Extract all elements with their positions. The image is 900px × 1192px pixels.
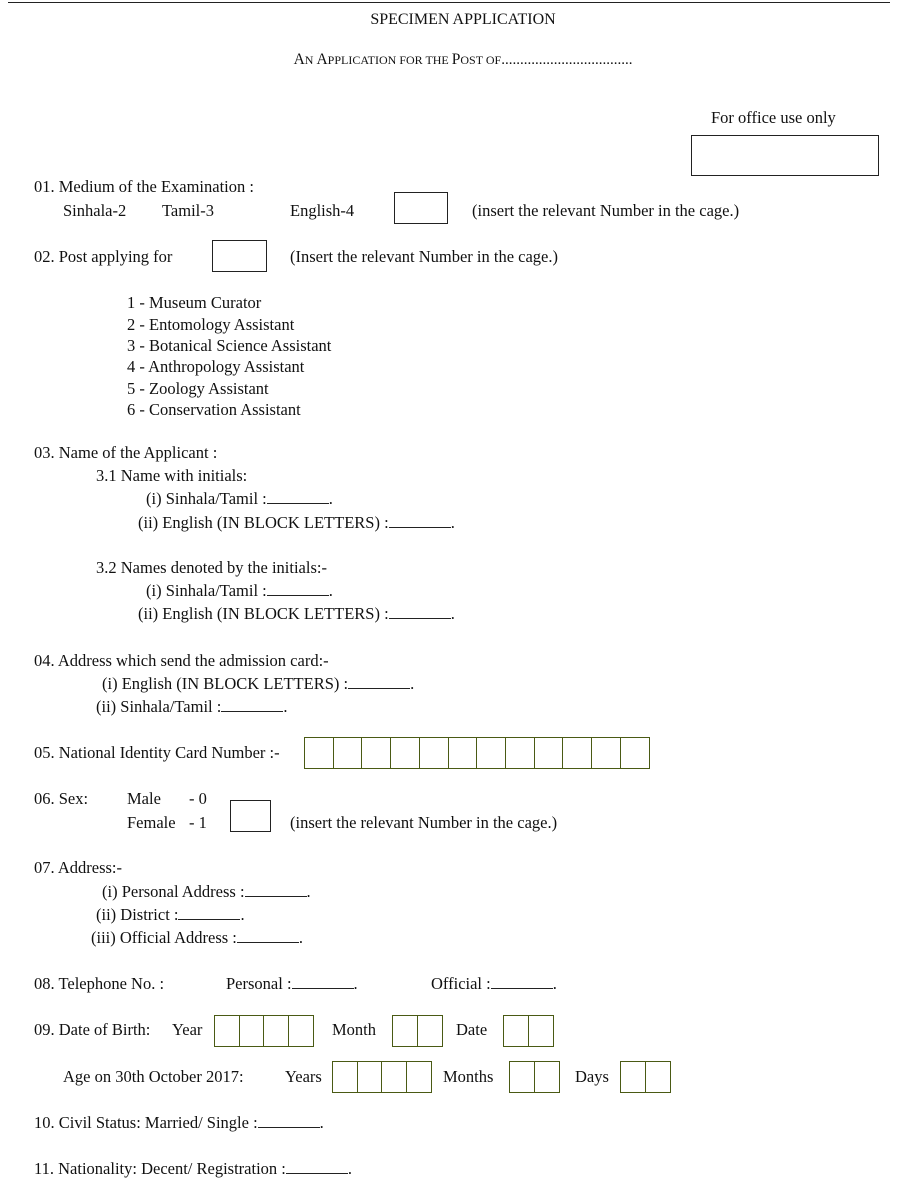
post-option: 2 - Entomology Assistant [127,315,295,334]
q06-note: (insert the relevant Number in the cage.) [290,813,558,832]
post-option: 4 - Anthropology Assistant [127,357,305,376]
q07-ii: (ii) District : . [96,905,245,924]
fill-line[interactable] [389,519,451,528]
age-days-label: Days [575,1067,609,1086]
nic-number-grid[interactable] [304,737,650,769]
nic-digit-cell[interactable] [505,737,535,769]
dob-date-label: Date [456,1020,488,1039]
age-years-cell[interactable] [357,1061,383,1093]
q09-label: 09. Date of Birth: [34,1020,151,1039]
post-option: 6 - Conservation Assistant [127,400,301,419]
q07-iii: (iii) Official Address : . [91,928,303,947]
nic-digit-cell[interactable] [304,737,334,769]
dob-year-cell[interactable] [263,1015,289,1047]
fill-line[interactable] [258,1119,320,1128]
dob-month-grid[interactable] [392,1015,443,1047]
fill-line[interactable] [178,911,240,920]
q07-i: (i) Personal Address : . [102,882,311,901]
q10-civil-status: 10. Civil Status: Married/ Single : . [34,1113,324,1132]
nic-digit-cell[interactable] [620,737,650,769]
age-months-grid[interactable] [509,1061,560,1093]
sex-cage-input[interactable] [230,800,271,832]
fill-line[interactable] [221,703,283,712]
q01-label: 01. Medium of the Examination : [34,177,254,196]
q07-label: 07. Address:- [34,858,122,877]
age-days-cell[interactable] [620,1061,646,1093]
nic-digit-cell[interactable] [361,737,391,769]
post-option: 5 - Zoology Assistant [127,379,269,398]
q02-note: (Insert the relevant Number in the cage.) [290,247,559,266]
q02-label: 02. Post applying for [34,247,173,266]
nic-digit-cell[interactable] [476,737,506,769]
q11-nationality: 11. Nationality: Decent/ Registration : . [34,1159,352,1178]
age-years-cell[interactable] [332,1061,358,1093]
dob-year-cell[interactable] [288,1015,314,1047]
q01-option-sinhala: Sinhala-2 [63,201,127,220]
sex-female-label: Female [127,813,176,832]
dob-year-grid[interactable] [214,1015,314,1047]
age-years-cell[interactable] [381,1061,407,1093]
q03-label: 03. Name of the Applicant : [34,443,218,462]
office-use-box [691,135,879,176]
nic-digit-cell[interactable] [534,737,564,769]
nic-digit-cell[interactable] [333,737,363,769]
sex-male-label: Male [127,789,161,808]
telephone-personal: Personal : . [226,974,358,993]
q01-note: (insert the relevant Number in the cage.) [472,201,740,220]
sex-female-code: - 1 [189,813,207,832]
office-use-label: For office use only [711,108,836,127]
q08-label: 08. Telephone No. : [34,974,165,993]
fill-line[interactable] [267,495,329,504]
q01-cage-input[interactable] [394,192,448,224]
nic-digit-cell[interactable] [562,737,592,769]
dob-month-cell[interactable] [417,1015,443,1047]
q02-cage-input[interactable] [212,240,267,272]
q03-2-i: (i) Sinhala/Tamil : . [146,581,333,600]
fill-line[interactable] [237,934,299,943]
q03-1-i: (i) Sinhala/Tamil : . [146,489,333,508]
nic-digit-cell[interactable] [419,737,449,769]
fill-line[interactable] [245,888,307,897]
age-years-grid[interactable] [332,1061,432,1093]
age-months-cell[interactable] [534,1061,560,1093]
fill-line[interactable] [491,980,553,989]
sex-male-code: - 0 [189,789,207,808]
q01-option-english: English-4 [290,201,355,220]
form-subtitle: AN APPLICATION FOR THE POST OF................................... [293,51,633,68]
dob-month-cell[interactable] [392,1015,418,1047]
q06-label: 06. Sex: [34,789,89,808]
dob-date-grid[interactable] [503,1015,554,1047]
age-days-grid[interactable] [620,1061,671,1093]
dob-date-cell[interactable] [528,1015,554,1047]
age-days-cell[interactable] [645,1061,671,1093]
fill-line[interactable] [292,980,354,989]
dob-year-cell[interactable] [239,1015,265,1047]
age-years-cell[interactable] [406,1061,432,1093]
age-months-label: Months [443,1067,494,1086]
post-option: 1 - Museum Curator [127,293,262,312]
nic-digit-cell[interactable] [591,737,621,769]
dob-year-cell[interactable] [214,1015,240,1047]
form-title: SPECIMEN APPLICATION [370,11,556,28]
q04-ii: (ii) Sinhala/Tamil : . [96,697,288,716]
telephone-official: Official : . [431,974,557,993]
fill-line[interactable] [286,1165,348,1174]
fill-line[interactable] [267,587,329,596]
dob-date-cell[interactable] [503,1015,529,1047]
q03-1-ii: (ii) English (IN BLOCK LETTERS) : . [138,513,455,532]
age-months-cell[interactable] [509,1061,535,1093]
age-label: Age on 30th October 2017: [63,1067,244,1086]
q03-2-ii: (ii) English (IN BLOCK LETTERS) : . [138,604,455,623]
post-option: 3 - Botanical Science Assistant [127,336,332,355]
nic-digit-cell[interactable] [390,737,420,769]
q01-option-tamil: Tamil-3 [162,201,214,220]
fill-line[interactable] [389,610,451,619]
q03-2-label: 3.2 Names denoted by the initials:- [96,558,327,577]
q05-label: 05. National Identity Card Number :- [34,743,280,762]
fill-line[interactable] [348,680,410,689]
nic-digit-cell[interactable] [448,737,478,769]
q04-label: 04. Address which send the admission card:- [34,651,329,670]
age-years-label: Years [285,1067,322,1086]
dob-year-label: Year [172,1020,203,1039]
q04-i: (i) English (IN BLOCK LETTERS) : . [102,674,415,693]
top-rule [8,2,890,3]
q03-1-label: 3.1 Name with initials: [96,466,248,485]
dob-month-label: Month [332,1020,377,1039]
